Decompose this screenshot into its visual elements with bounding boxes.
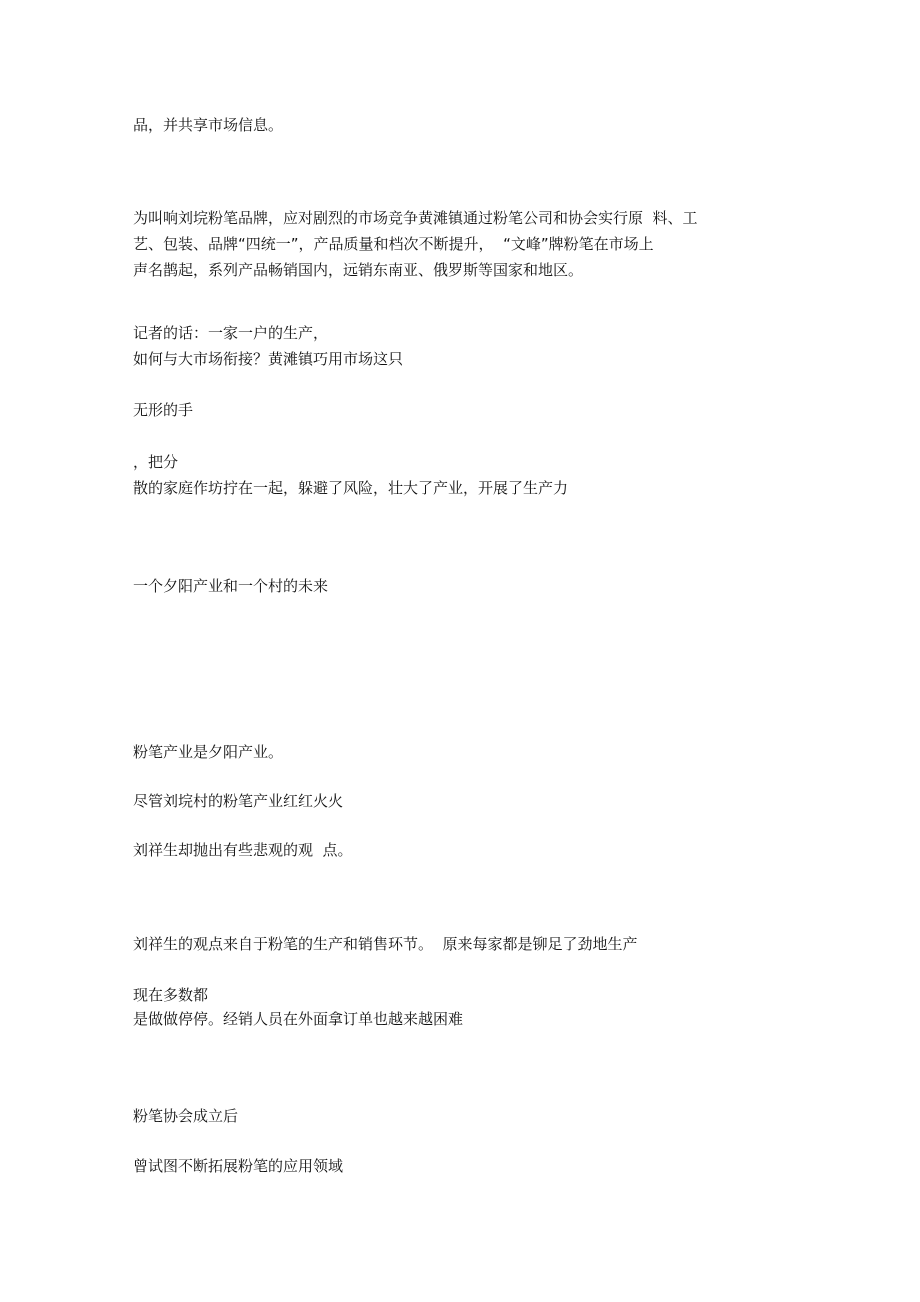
paragraph-line: 散的家庭作坊拧在一起，躲避了风险，壮大了产业，开展了生产力 <box>133 479 569 497</box>
paragraph-line: 粉笔协会成立后 <box>133 1107 239 1125</box>
paragraph-line: 刘祥生的观点来自于粉笔的生产和销售环节。 原来每家都是铆足了劲地生产 <box>133 935 638 953</box>
paragraph-line: 记者的话：一家一户的生产， <box>133 324 329 342</box>
paragraph-line: 如何与大市场衔接？黄滩镇巧用市场这只 <box>133 350 404 368</box>
paragraph-line: 无形的手 <box>133 401 194 419</box>
paragraph-line: 为叫响刘垸粉笔品牌，应对剧烈的市场竞争黄滩镇通过粉笔公司和协会实行原 料、工 <box>133 209 698 227</box>
paragraph-line: 曾试图不断拓展粉笔的应用领域 <box>133 1157 344 1175</box>
section-heading: 一个夕阳产业和一个村的未来 <box>133 577 329 595</box>
paragraph-line: 现在多数都 <box>133 986 209 1004</box>
paragraph-line: 粉笔产业是夕阳产业。 <box>133 743 284 761</box>
paragraph-line: ，把分 <box>133 453 179 471</box>
paragraph-line: 是做做停停。经销人员在外面拿订单也越来越困难 <box>133 1010 464 1028</box>
paragraph-line: 声名鹊起，系列产品畅销国内，远销东南亚、俄罗斯等国家和地区。 <box>133 261 584 279</box>
paragraph-line: 品，并共享市场信息。 <box>133 116 284 134</box>
paragraph-line: 尽管刘垸村的粉笔产业红红火火 <box>133 792 344 810</box>
paragraph-line: 艺、包装、品牌“四统一”，产品质量和档次不断提升， “文峰”牌粉笔在市场上 <box>133 235 654 253</box>
paragraph-line: 刘祥生却抛出有些悲观的观 点。 <box>133 841 353 859</box>
